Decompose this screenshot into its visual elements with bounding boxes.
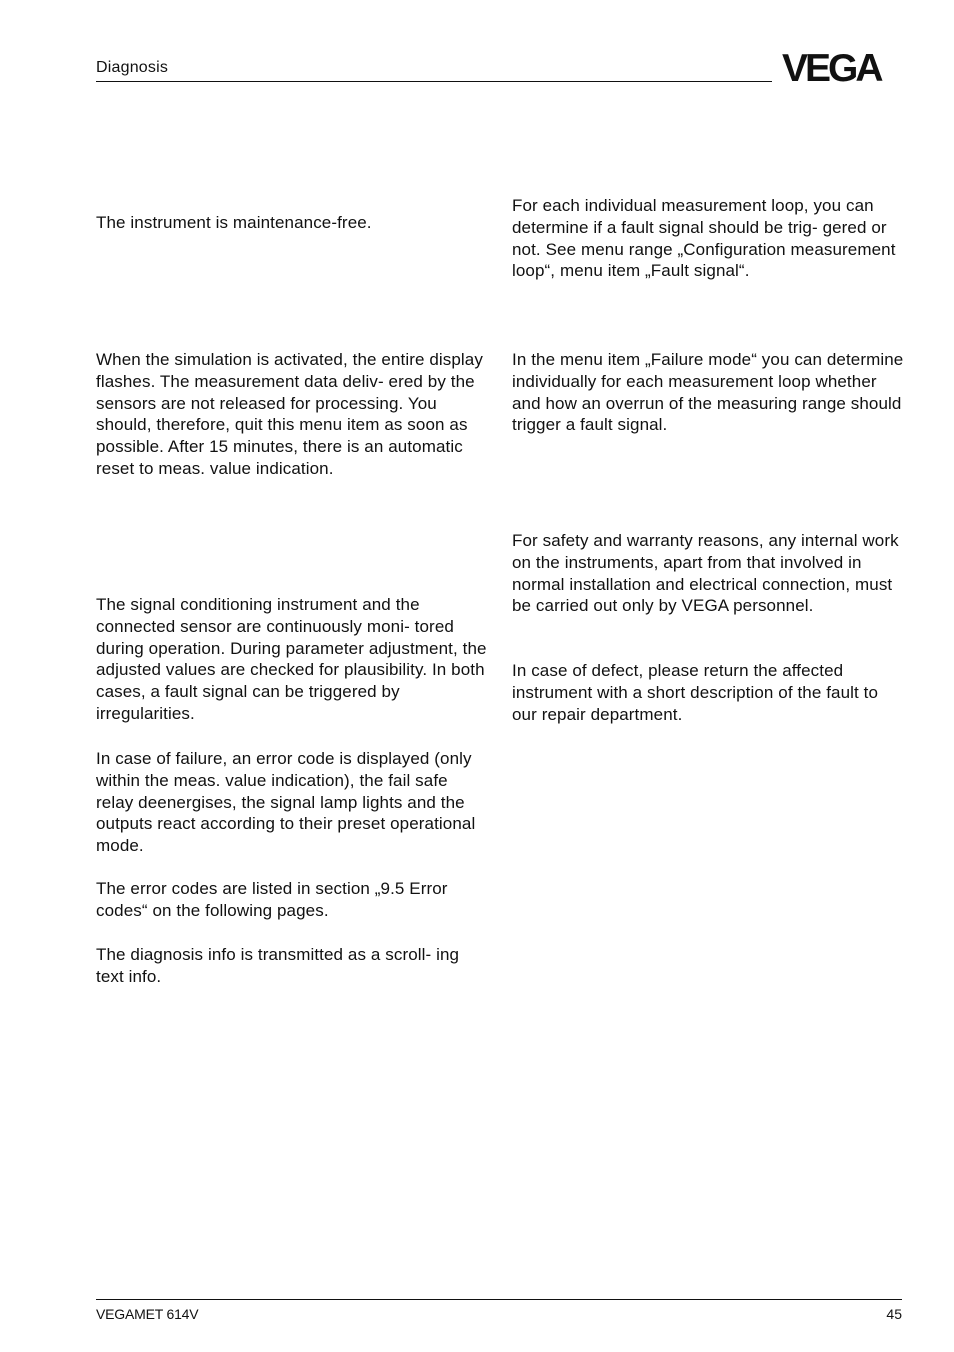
maintenance-paragraph: The instrument is maintenance-free. <box>96 213 372 232</box>
footer-divider <box>96 1299 902 1300</box>
repair-paragraph: In case of defect, please return the affected instrument with a short description of the fault to our repair department. <box>512 661 879 724</box>
fault-signal-paragraph: For each individual measurement loop, you can determine if a fault signal should be trig- gered or not. See menu range „Configuration measurement loop“, menu item „Fault signal“. <box>512 196 896 281</box>
simulation-paragraph: When the simulation is activated, the entire display flashes. The measurement data deliv- ered by the sensors are not released for processing. You should, therefore, quit this menu item as soon as possible. After 15 minutes, there is an automatic reset to meas. value indication. <box>96 350 483 478</box>
section-title: Diagnosis <box>96 59 169 76</box>
failure-paragraph: In case of failure, an error code is displayed (only within the meas. value indication), the fail safe relay deenergises, the signal lamp lights and the outputs react according to their preset operational mode. <box>96 749 476 856</box>
page-number: 45 <box>886 1306 902 1322</box>
diagnosis-info-paragraph: The diagnosis info is transmitted as a scroll- ing text info. <box>96 945 460 986</box>
failure-mode-paragraph: In the menu item „Failure mode“ you can determine individually for each measurement loop whether and how an overrun of the measuring range should trigger a fault signal. <box>512 350 904 435</box>
safety-warranty-paragraph: For safety and warranty reasons, any internal work on the instruments, apart from that involved in normal installation and electrical connection, must be carried out only by VEGA personnel. <box>512 531 899 616</box>
error-codes-paragraph: The error codes are listed in section „9.5 Error codes“ on the following pages. <box>96 879 448 920</box>
vega-logo <box>782 50 902 86</box>
product-name: VEGAMET 614V <box>96 1306 199 1322</box>
monitoring-paragraph: The signal conditioning instrument and the connected sensor are continuously moni- tored during operation. During parameter adjustment, the adjusted values are checked for plausibility. In both cases, a fault signal can be triggered by irregularities. <box>96 595 487 723</box>
svg-text:VEGA: VEGA <box>782 50 881 86</box>
header-divider <box>96 81 772 82</box>
